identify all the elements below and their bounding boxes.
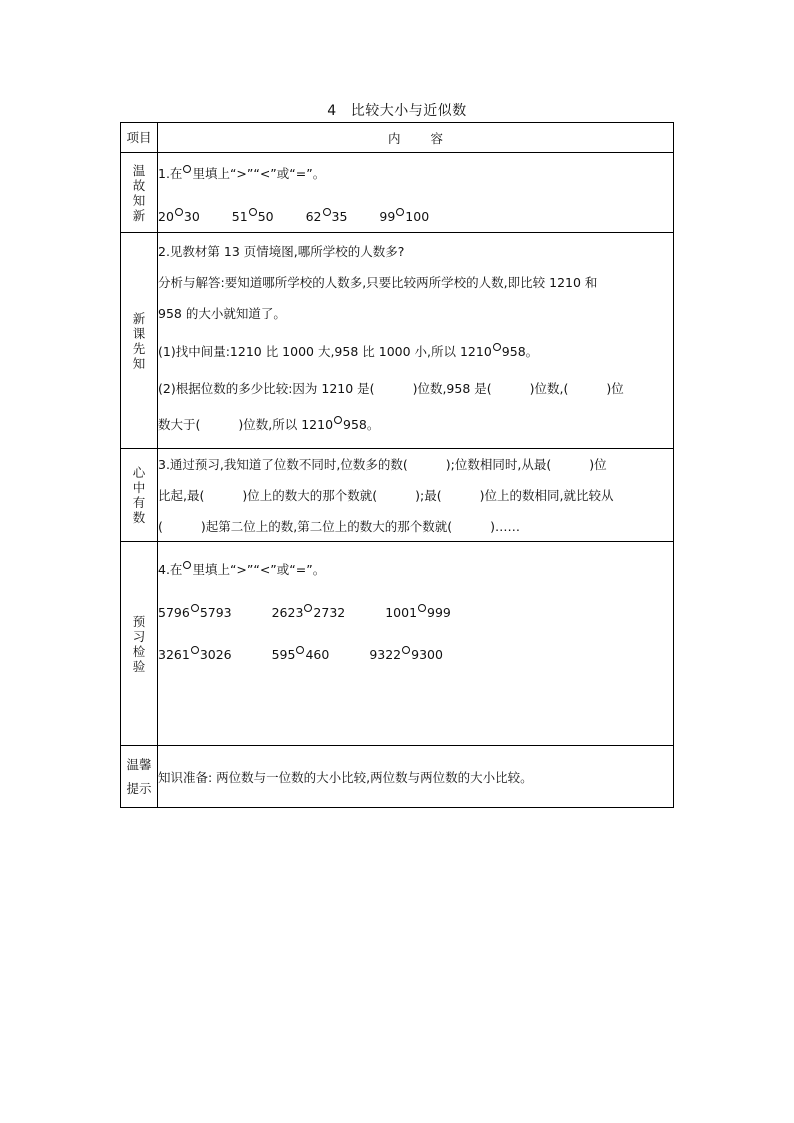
circle-blank-icon[interactable] [402,646,410,654]
circle-blank-icon[interactable] [296,646,304,654]
circle-blank-icon[interactable] [323,208,331,216]
compare-row: 20 30 51 50 62 35 99 100 [158,208,430,224]
analysis-line-2: 958 的大小就知道了。 [158,305,286,321]
summary-line-3: ( )起第二位上的数,第二位上的数大的那个数就( )…… [158,518,521,534]
analysis-line-1: 分析与解答:要知道哪所学校的人数多,只要比较两所学校的人数,即比较 1210 和 [158,274,598,290]
worksheet-table [120,122,674,808]
section-review-label: 温 故 知 新 [121,153,158,233]
circle-blank-icon[interactable] [191,646,199,654]
section-summary-content [158,449,674,542]
circle-blank-icon [183,561,191,569]
compare-row: 5796 5793 2623 2732 1001 999 [158,605,451,620]
section-new-lesson-label: 新 课 先 知 [121,233,158,449]
section-summary-label: 心 中 有 数 [121,449,158,542]
lesson-number: 4 [327,103,337,119]
section-summary [121,449,674,542]
step-2-line-2: 数大于( )位数,所以 1210 958。 [158,416,380,432]
summary-line-1: 3.通过预习,我知道了位数不同时,位数多的数( );位数相同时,从最( )位 [158,456,607,472]
lesson-title: 比较大小与近似数 [350,103,467,119]
step-2-line-1: (2)根据位数的多少比较:因为 1210 是( )位数,958 是( )位数,( )位 [158,380,624,396]
section-tips-label: 温馨 提示 [121,746,158,808]
section-new-lesson [121,233,674,449]
question-2: 2.见教材第 13 页情境图,哪所学校的人数多? [158,243,405,259]
section-preview-check-content [158,542,674,746]
circle-blank-icon[interactable] [191,604,199,612]
question-4: 4.在 里填上“>”“<”或“=”。 [158,562,326,577]
section-review [121,153,674,233]
circle-blank-icon[interactable] [396,208,404,216]
tip-text: 知识准备: 两位数与一位数的大小比较,两位数与两位数的大小比较。 [158,746,674,808]
circle-blank-icon[interactable] [493,343,501,351]
compare-row: 3261 3026 595 460 9322 9300 [158,647,443,662]
header-item: 项目 [121,123,158,153]
header-content-char: 容 [430,130,444,146]
section-preview-check-label: 预 习 检 验 [121,542,158,746]
section-new-lesson-content [158,233,674,449]
header-content [158,123,674,153]
circle-blank-icon [183,165,191,173]
step-1: (1)找中间量:1210 比 1000 大,958 比 1000 小,所以 1210 958。 [158,343,539,359]
page-title [0,100,794,120]
header-content-char: 内 [387,130,401,146]
circle-blank-icon[interactable] [175,208,183,216]
section-tips [121,746,674,808]
circle-blank-icon[interactable] [304,604,312,612]
question-1: 1.在 里填上“>”“<”或“=”。 [158,165,326,181]
summary-line-2: 比起,最( )位上的数大的那个数就( );最( )位上的数相同,就比较从 [158,487,614,503]
section-preview-check [121,542,674,746]
circle-blank-icon[interactable] [249,208,257,216]
section-review-content [158,153,674,233]
circle-blank-icon[interactable] [334,416,342,424]
circle-blank-icon[interactable] [418,604,426,612]
header-row [121,123,674,153]
